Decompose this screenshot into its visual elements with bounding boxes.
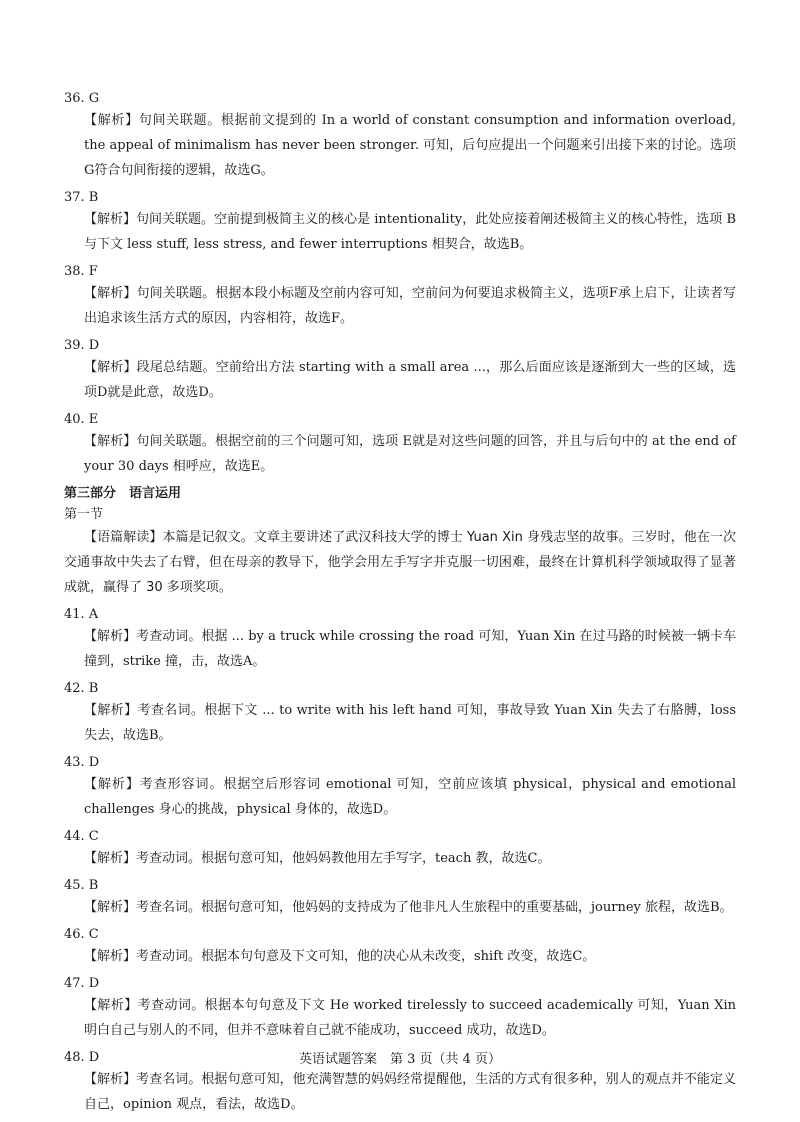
answer-analysis: 【解析】考查动词。根据 ... by a truck while crossing the road 可知，Yuan Xin 在过马路的时候被一辆卡车撞到，strike 撞，击，故选A。 xyxy=(84,629,736,669)
question-number: 39. D xyxy=(64,338,100,353)
answer-analysis: 【解析】考查名词。根据下文 ... to write with his left hand 可知，事故导致 Yuan Xin 失去了右胳膊，loss 失去，故选B。 xyxy=(84,703,736,743)
answer-item xyxy=(64,89,736,183)
answer-analysis: 【解析】句间关联题。根据本段小标题及空前内容可知，空前问为何要追求极简主义，选项F承上启下，让读者写出追求该生活方式的原因，内容相符，故选F。 xyxy=(84,286,736,326)
answer-item xyxy=(64,262,736,331)
answer-analysis: 【解析】考查名词。根据句意可知，他充满智慧的妈妈经常提醒他，生活的方式有很多种，别人的观点并不能定义自己，opinion 观点，看法，故选D。 xyxy=(84,1072,736,1112)
answer-analysis: 【解析】考查动词。根据本句句意及下文可知，他的决心从未改变，shift 改变，故选C。 xyxy=(84,949,596,964)
section-title: 第三部分 语言运用 xyxy=(64,486,182,501)
question-number: 40. E xyxy=(64,412,99,427)
question-number: 42. B xyxy=(64,681,99,696)
question-number: 36. G xyxy=(64,91,100,106)
passage-summary: 【语篇解读】本篇是记叙文。文章主要讲述了武汉科技大学的博士 Yuan Xin 身残志坚的故事。三岁时，他在一次交通事故中失去了右臂，但在母亲的教导下，他学会用左手写字并克服一切困难，最终在计算机科学领域取得了显著成就，赢得了 30 多项奖项。 xyxy=(64,530,736,595)
answer-item xyxy=(64,827,736,871)
question-number: 47. D xyxy=(64,976,100,991)
question-number: 38. F xyxy=(64,264,98,279)
answer-analysis: 【解析】句间关联题。根据前文提到的 In a world of constant consumption and information overload, the appeal of minimalism has never been stronger. 可知，后句应提出一个问题来引出接下来的讨论。选项G符合句间衔接的逻辑，故选G。 xyxy=(84,113,736,178)
answer-analysis: 【解析】段尾总结题。空前给出方法 starting with a small area ...，那么后面应该是逐渐到大一些的区域，选项D就是此意，故选D。 xyxy=(84,360,736,400)
question-number: 44. C xyxy=(64,829,99,844)
question-number: 48. D xyxy=(64,1050,100,1065)
page-content xyxy=(64,84,736,1119)
question-number: 37. B xyxy=(64,190,99,205)
answer-analysis: 【解析】考查动词。根据本句句意及下文 He worked tirelessly to succeed academically 可知，Yuan Xin 明白自己与别人的不同，但并不意味着自己就不能成功，succeed 成功，故选D。 xyxy=(84,998,736,1038)
answer-item xyxy=(64,876,736,920)
question-number: 41. A xyxy=(64,607,99,622)
answer-analysis: 【解析】考查动词。根据句意可知，他妈妈教他用左手写字，teach 教，故选C。 xyxy=(84,851,551,866)
answer-item xyxy=(64,605,736,674)
answer-analysis: 【解析】考查形容词。根据空后形容词 emotional 可知，空前应该填 physical，physical and emotional challenges 身心的挑战，physical 身体的，故选D。 xyxy=(84,777,736,817)
answer-analysis: 【解析】考查名词。根据句意可知，他妈妈的支持成为了他非凡人生旅程中的重要基础，journey 旅程，故选B。 xyxy=(84,900,733,915)
answer-item xyxy=(64,336,736,405)
answer-item xyxy=(64,925,736,969)
answer-item xyxy=(64,753,736,822)
answer-item xyxy=(64,410,736,479)
subsection-title: 第一节 xyxy=(64,507,104,522)
answer-item xyxy=(64,974,736,1043)
question-number: 46. C xyxy=(64,927,99,942)
question-number: 45. B xyxy=(64,878,99,893)
answer-item xyxy=(64,188,736,257)
answer-analysis: 【解析】句间关联题。根据空前的三个问题可知，选项 E就是对这些问题的回答，并且与后句中的 at the end of your 30 days 相呼应，故选E。 xyxy=(84,434,736,474)
answer-item xyxy=(64,679,736,748)
question-number: 43. D xyxy=(64,755,100,770)
page-footer: 英语试题答案 第 3 页（共 4 页） xyxy=(298,1052,502,1067)
answer-analysis: 【解析】句间关联题。空前提到极简主义的核心是 intentionality，此处应接着阐述极简主义的核心特性，选项 B 与下文 less stuff, less stress, and fewer interruptions 相契合，故选B。 xyxy=(84,212,736,252)
